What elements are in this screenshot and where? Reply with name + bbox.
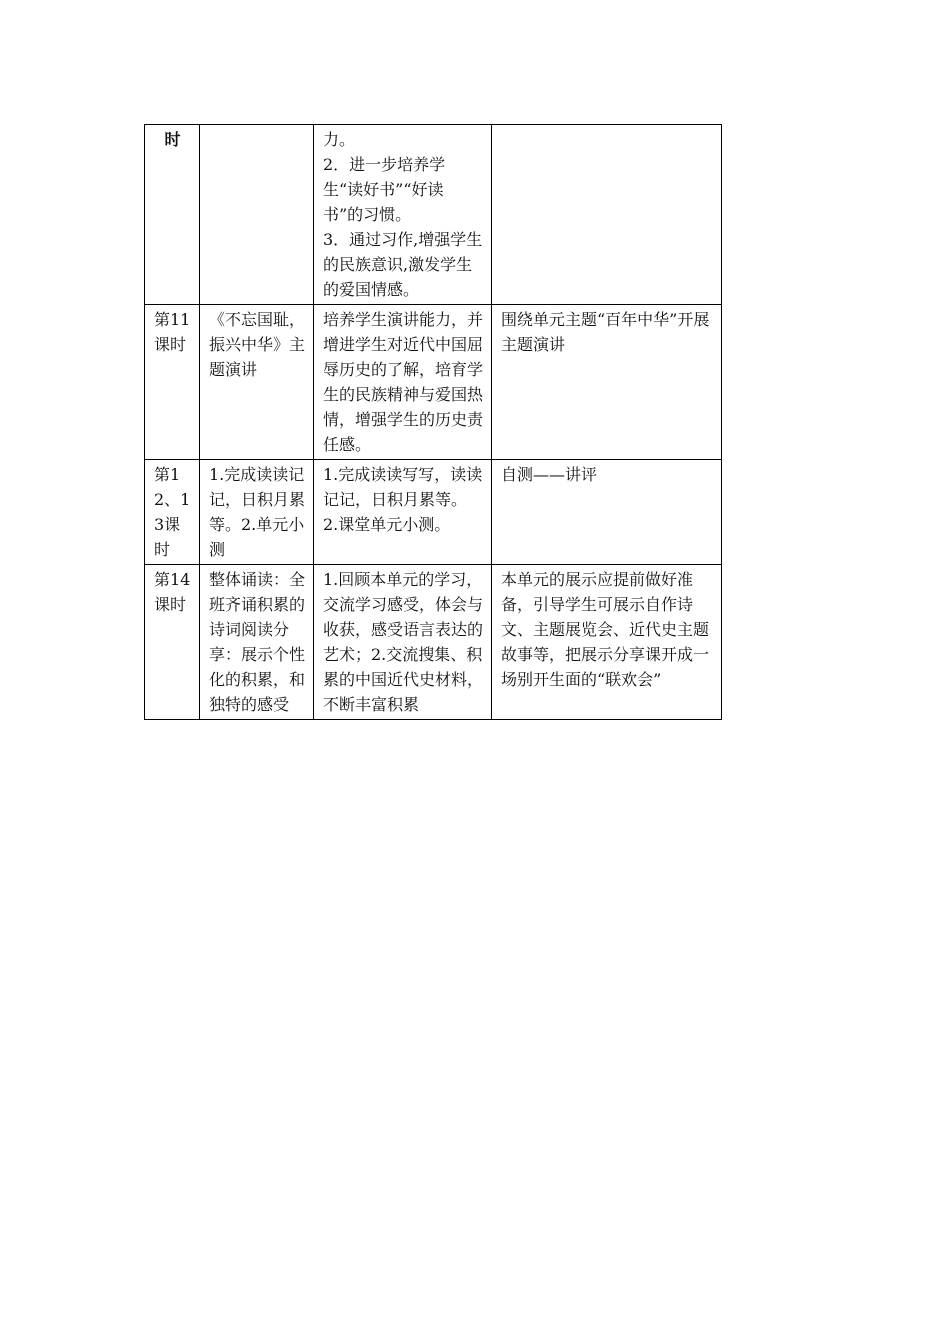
goal-line: 2.课堂单元小测。 <box>323 515 451 534</box>
goal-line: 3．通过习作,增强学生的民族意识,激发学生的爱国情感。 <box>323 230 483 299</box>
period-cell: 第11课时 <box>145 305 200 460</box>
table-row <box>145 460 722 565</box>
notes-cell <box>492 125 722 305</box>
table-row <box>145 125 722 305</box>
content-cell <box>200 125 314 305</box>
lesson-plan-table <box>144 124 722 720</box>
goals-cell <box>314 460 492 565</box>
period-cell: 时 <box>145 125 200 305</box>
goals-cell <box>314 565 492 720</box>
goal-line: 1.完成读读写写，读读记记，日积月累等。 <box>323 465 483 509</box>
goal-line: 1.回顾本单元的学习，交流学习感受，体会与收获，感受语言表达的艺术；2.交流搜集、积累的中国近代史材料，不断丰富积累 <box>323 570 484 714</box>
content-cell: 《不忘国耻，振兴中华》主题演讲 <box>200 305 314 460</box>
content-cell: 1.完成读读记记，日积月累等。2.单元小测 <box>200 460 314 565</box>
notes-cell: 本单元的展示应提前做好准备，引导学生可展示自作诗文、主题展览会、近代史主题故事等，把展示分享课开成一场别开生面的“联欢会” <box>492 565 722 720</box>
goals-cell <box>314 125 492 305</box>
goal-line: 培养学生演讲能力，并增进学生对近代中国屈辱历史的了解，培育学生的民族精神与爱国热情，增强学生的历史责任感。 <box>323 310 484 454</box>
goals-cell <box>314 305 492 460</box>
content-cell: 整体诵读：全班齐诵积累的诗词阅读分享：展示个性化的积累，和独特的感受 <box>200 565 314 720</box>
notes-cell: 自测——讲评 <box>492 460 722 565</box>
goal-line: 2．进一步培养学生“读好书”“好读书”的习惯。 <box>323 155 446 224</box>
notes-cell: 围绕单元主题“百年中华”开展主题演讲 <box>492 305 722 460</box>
period-cell: 第12、13课时 <box>145 460 200 565</box>
table-row <box>145 305 722 460</box>
period-cell: 第14课时 <box>145 565 200 720</box>
goal-line: 力。 <box>323 130 356 149</box>
table-row <box>145 565 722 720</box>
